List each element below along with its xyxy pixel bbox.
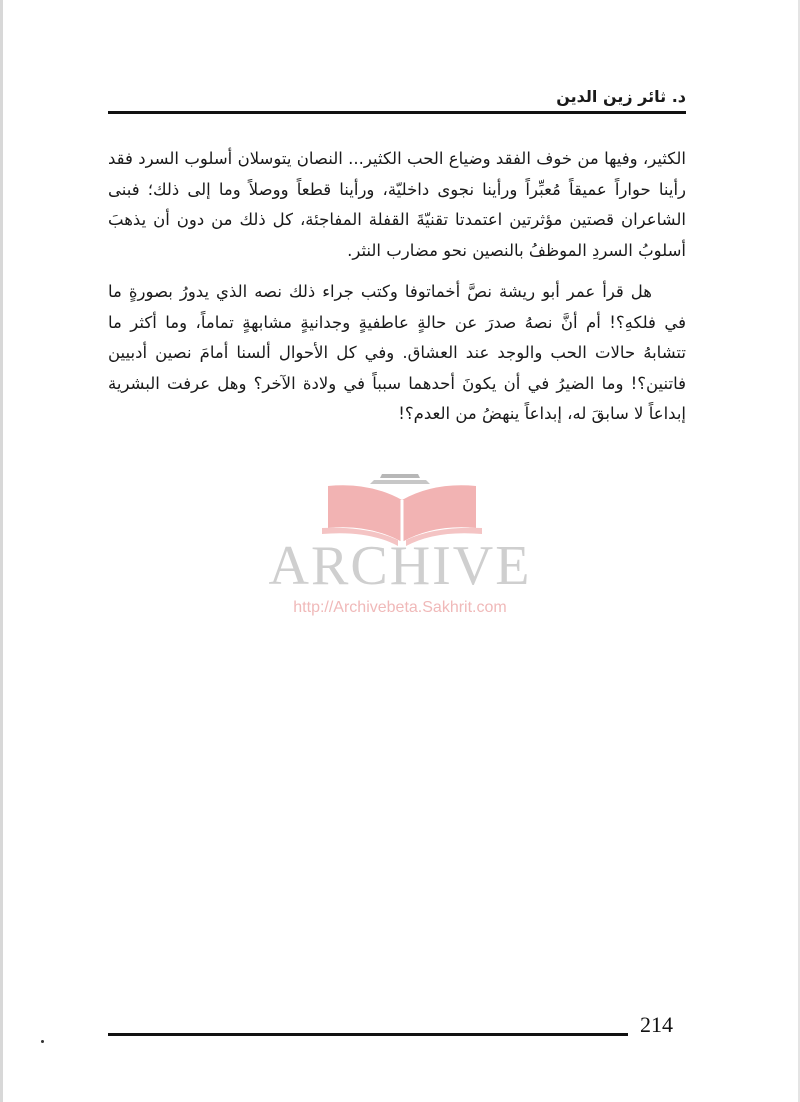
watermark-title: ARCHIVE <box>268 535 532 597</box>
page-edge-left <box>0 0 3 1102</box>
scan-speck <box>41 1040 44 1043</box>
text-body <box>108 144 686 430</box>
paragraph-2: هل قرأ عمر أبو ريشة نصَّ أخماتوفا وكتب جراء ذلك نصه الذي يدورُ بصورةٍ ما في فلكهِ؟! أم أنَّ نصهُ صدرَ عن حالةٍ عاطفيةٍ وجدانيةٍ مشابهةٍ تماماً، وما أكثر ما تتشابهُ حالات الحب والوجد عند العشاق. وفي كل الأحوال ألسنا أمامَ نصين أدبيين فاتنين؟! وما الضيرُ في أن يكونَ أحدهما سبباً في ولادة الآخر؟ وهل عرفت البشرية إبداعاً لا سابقَ له، إبداعاً ينهضُ من العدم؟! <box>108 282 686 423</box>
running-header <box>108 86 686 112</box>
page-number: 214 <box>640 1012 673 1037</box>
paragraph-1: الكثير، وفيها من خوف الفقد وضياع الحب الكثير... النصان يتوسلان أسلوب السرد فقد رأينا حواراً عميقاً مُعبِّراً ورأينا نجوى داخليّة، ورأينا قطعاً ووصلاً وما إلى ذلك؛ فبنى الشاعران قصتين مؤثرتين اعتمدتا تقنيّةَ القفلة المفاجئة، كل ذلك من دون أن يذهبَ أسلوبُ السردِ الموظفُ بالنصين نحو مضارب النثر. <box>108 149 686 260</box>
header-author: د. ثائر زين الدين <box>556 87 686 106</box>
archive-watermark <box>240 470 560 630</box>
watermark-url: http://Archivebeta.Sakhrit.com <box>293 599 507 616</box>
footer-rule <box>108 1033 628 1036</box>
header-rule <box>108 111 686 114</box>
